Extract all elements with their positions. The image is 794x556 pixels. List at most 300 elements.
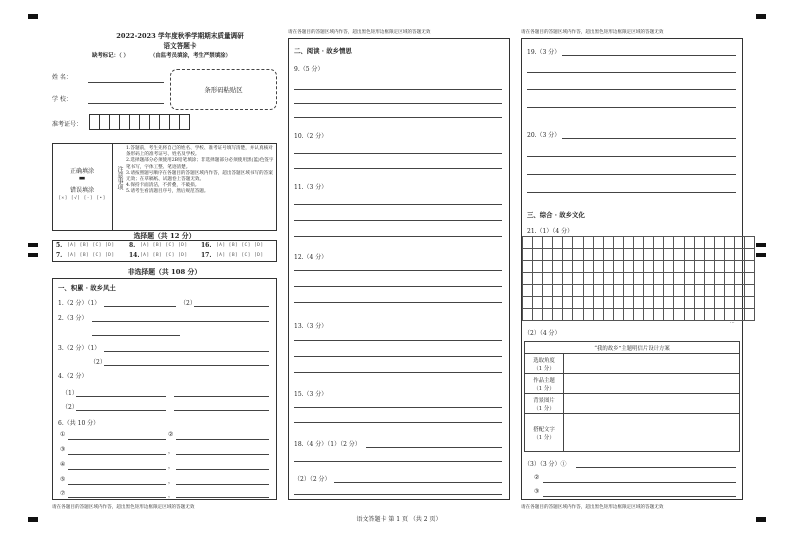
grid-cell[interactable] [573, 249, 583, 261]
grid-cell[interactable] [573, 285, 583, 297]
comma: ， [168, 478, 175, 485]
answer-line[interactable] [294, 89, 502, 90]
answer-bubbles[interactable]: [A] [B] [C] [D] [216, 253, 264, 258]
grid-cell[interactable] [644, 309, 654, 321]
grid-cell[interactable] [674, 237, 684, 249]
grid-cell[interactable] [654, 249, 664, 261]
q3-label: 3.（2 分）（1） [58, 345, 101, 352]
correct-fill-glyph: ▬ [78, 174, 86, 182]
grid-row [523, 285, 755, 297]
question-number: 16. [201, 242, 212, 249]
grid-cell[interactable] [533, 297, 543, 309]
writing-grid[interactable] [522, 236, 755, 321]
question-number: 14. [129, 252, 140, 259]
answer-line[interactable] [294, 461, 502, 462]
answer-bubbles[interactable]: [A] [B] [C] [D] [67, 253, 115, 258]
q4b-label: （2） [62, 404, 78, 411]
grid-cell[interactable] [563, 309, 573, 321]
q6-label: 6.（共 10 分） [58, 420, 100, 427]
q2-label: 2.（3 分） [58, 315, 88, 322]
grid-cell[interactable] [553, 261, 563, 273]
grid-cell[interactable] [634, 285, 644, 297]
grid-cell[interactable] [583, 285, 593, 297]
grid-cell[interactable] [603, 273, 613, 285]
blank-number: ④ [60, 461, 66, 468]
grid-cell[interactable] [573, 261, 583, 273]
q13-label: 13.（3 分） [294, 323, 328, 330]
grid-cell[interactable] [684, 273, 694, 285]
plan-row-input[interactable] [564, 354, 740, 374]
answer-line[interactable] [92, 321, 269, 322]
grid-cell[interactable] [704, 249, 714, 261]
answer-line[interactable] [176, 497, 269, 498]
answer-line[interactable] [294, 204, 502, 205]
grid-cell[interactable] [563, 261, 573, 273]
grid-cell[interactable] [603, 309, 613, 321]
card-subtitle: 语文答题卡 [163, 42, 197, 50]
grid-cell[interactable] [563, 273, 573, 285]
grid-cell[interactable] [623, 249, 633, 261]
id-label: 准考证号： [52, 121, 83, 128]
grid-cell[interactable] [664, 297, 674, 309]
grid-cell[interactable] [704, 273, 714, 285]
grid-cell[interactable] [583, 297, 593, 309]
answer-bubbles[interactable]: [A] [B] [C] [D] [140, 253, 188, 258]
answer-line[interactable] [294, 236, 502, 237]
grid-cell[interactable] [623, 273, 633, 285]
answer-line[interactable] [174, 396, 269, 397]
answer-line[interactable] [68, 469, 166, 470]
answer-line[interactable] [294, 302, 502, 303]
grid-cell[interactable] [674, 309, 684, 321]
answer-line[interactable] [527, 156, 736, 157]
grid-cell[interactable] [533, 273, 543, 285]
grid-cell[interactable] [613, 297, 623, 309]
grid-cell[interactable] [694, 273, 704, 285]
q12-label: 12.（4 分） [294, 254, 328, 261]
answer-line[interactable] [104, 306, 176, 307]
grid-cell[interactable] [704, 285, 714, 297]
choice-title: 选择题（共 12 分） [133, 232, 196, 240]
q21-label: 21.（1）（4 分） [527, 228, 574, 235]
grid-cell[interactable] [664, 237, 674, 249]
grid-cell[interactable] [704, 237, 714, 249]
correct-fill-label: 正确填涂 [69, 168, 94, 175]
grid-cell[interactable] [684, 285, 694, 297]
q4a-label: （1） [62, 390, 78, 397]
answer-line[interactable] [68, 484, 166, 485]
grid-cell[interactable] [745, 297, 755, 309]
grid-cell[interactable] [644, 237, 654, 249]
grid-cell[interactable] [613, 285, 623, 297]
grid-cell[interactable] [613, 261, 623, 273]
q20-label: 20.（3 分） [527, 132, 561, 139]
question-number: 7. [56, 252, 63, 259]
grid-cell[interactable] [583, 237, 593, 249]
grid-cell[interactable] [734, 273, 744, 285]
plan-row-label: 背景图片 （1 分） [525, 394, 564, 414]
answer-bubbles[interactable]: [A] [B] [C] [D] [67, 243, 115, 248]
name-label: 姓 名： [52, 74, 72, 81]
grid-cell[interactable] [674, 285, 684, 297]
answer-line[interactable] [176, 454, 269, 455]
name-field[interactable] [88, 82, 164, 83]
id-boxes[interactable] [89, 114, 190, 130]
answer-line[interactable] [294, 286, 502, 287]
blank-number: ① [60, 431, 66, 438]
grid-cell[interactable] [644, 285, 654, 297]
grid-cell[interactable] [654, 273, 664, 285]
grid-cell[interactable] [684, 309, 694, 321]
q1b-label: （2） [180, 300, 196, 307]
grid-cell[interactable] [724, 297, 734, 309]
plan-row-label: 搭配文字 （1 分） [525, 414, 564, 452]
notice-item: 4.保持卡面清洁，不折叠，不破损。 [126, 183, 200, 189]
grid-cell[interactable] [745, 273, 755, 285]
timing-mark [756, 243, 766, 247]
answer-line[interactable] [294, 356, 502, 357]
notice-item: 1.答题前，考生先将自己的姓名、学校、准考证号填写清楚，并认真核对条形码上的准考证号、姓名及学校。 [126, 146, 273, 158]
grid-cell[interactable] [714, 297, 724, 309]
grid-row [523, 249, 755, 261]
answer-line[interactable] [562, 138, 736, 139]
notice-heading: 注意事项 [116, 166, 123, 190]
answer-line[interactable] [68, 497, 166, 498]
grid-cell[interactable] [634, 237, 644, 249]
corner-mark [28, 14, 38, 19]
plan-row-label: 作品主题 （1 分） [525, 374, 564, 394]
answer-line[interactable] [294, 168, 502, 169]
answer-line[interactable] [294, 270, 502, 271]
grid-cell[interactable] [734, 249, 744, 261]
grid-cell[interactable] [694, 309, 704, 321]
grid-cell[interactable] [654, 237, 664, 249]
q21b-label: （2）（4 分） [524, 330, 561, 337]
answer-line[interactable] [543, 482, 736, 483]
answer-line[interactable] [543, 496, 736, 497]
answer-line[interactable] [294, 117, 502, 118]
grid-cell[interactable] [664, 285, 674, 297]
grid-cell[interactable] [734, 261, 744, 273]
barcode-label: 条形码粘贴区 [204, 86, 243, 94]
answer-line[interactable] [294, 422, 502, 423]
grid-cell[interactable] [613, 249, 623, 261]
grid-cell[interactable] [603, 249, 613, 261]
grid-cell[interactable] [714, 309, 724, 321]
blank-number: ⑦ [60, 490, 66, 497]
grid-cell[interactable] [573, 237, 583, 249]
answer-line[interactable] [527, 174, 736, 175]
grid-cell[interactable] [674, 273, 684, 285]
answer-line[interactable] [76, 410, 166, 411]
grid-cell[interactable] [543, 249, 553, 261]
answer-line[interactable] [527, 72, 736, 73]
grid-cell[interactable] [714, 273, 724, 285]
answer-line[interactable] [294, 340, 502, 341]
grid-cell[interactable] [623, 261, 633, 273]
answer-line[interactable] [68, 439, 166, 440]
grid-cell[interactable] [593, 297, 603, 309]
grid-cell[interactable] [644, 297, 654, 309]
grid-cell[interactable] [523, 273, 533, 285]
answer-line[interactable] [294, 103, 502, 104]
grid-cell[interactable] [533, 261, 543, 273]
grid-cell[interactable] [734, 237, 744, 249]
q4-label: 4.（2 分） [58, 373, 88, 380]
grid-cell[interactable] [714, 237, 724, 249]
answer-line[interactable] [176, 439, 269, 440]
grid-cell[interactable] [694, 237, 704, 249]
wrong-fill-glyphs: [×] [√] [-] [•] [58, 196, 106, 201]
corner-mark [756, 517, 766, 522]
grid-cell[interactable] [573, 309, 583, 321]
grid-cell[interactable] [684, 237, 694, 249]
notice-item: 5.请考生看清题目序号，然后规范答题。 [126, 189, 209, 195]
grid-cell[interactable] [543, 237, 553, 249]
grid-cell[interactable] [674, 261, 684, 273]
grid-cell[interactable] [684, 261, 694, 273]
grid-cell[interactable] [694, 261, 704, 273]
exam-title: 2022-2023 学年度秋季学期期末质量调研 [116, 32, 244, 40]
grid-cell[interactable] [543, 297, 553, 309]
plan-title: “我的故乡”主题明信片设计方案 [525, 342, 740, 354]
grid-cell[interactable] [573, 297, 583, 309]
section-one-title: 一、积累 · 故乡风土 [58, 284, 116, 292]
grid-cell[interactable] [543, 261, 553, 273]
grid-cell[interactable] [523, 309, 533, 321]
plan-row-input[interactable] [564, 414, 740, 452]
answer-line[interactable] [294, 407, 502, 408]
absence-mark-note: （由监考员填涂，考生严禁填涂） [150, 53, 231, 59]
top-warning: 请在各题目的答题区域内作答，超出黑色矩形边框限定区域的答题无效 [288, 30, 431, 35]
grid-cell[interactable] [674, 297, 684, 309]
q3c-label: ③ [534, 488, 540, 495]
grid-cell[interactable] [583, 261, 593, 273]
answer-line[interactable] [68, 454, 166, 455]
grid-cell[interactable] [634, 249, 644, 261]
answer-line[interactable] [176, 484, 269, 485]
grid-cell[interactable] [543, 309, 553, 321]
grid-cell[interactable] [603, 237, 613, 249]
grid-cell[interactable] [583, 309, 593, 321]
q19-label: 19.（3 分） [527, 49, 561, 56]
choice-row [56, 242, 274, 251]
grid-cell[interactable] [523, 249, 533, 261]
grid-cell[interactable] [714, 261, 724, 273]
grid-cell[interactable] [704, 261, 714, 273]
grid-cell[interactable] [613, 237, 623, 249]
answer-line[interactable] [334, 482, 502, 483]
grid-cell[interactable] [745, 237, 755, 249]
grid-cell[interactable] [603, 261, 613, 273]
answer-line[interactable] [576, 467, 736, 468]
corner-mark [756, 14, 766, 19]
grid-cell[interactable] [573, 273, 583, 285]
answer-line[interactable] [92, 335, 180, 336]
grid-cell[interactable] [583, 273, 593, 285]
grid-cell[interactable] [714, 249, 724, 261]
answer-line[interactable] [527, 89, 736, 90]
grid-row [523, 237, 755, 249]
grid-cell[interactable] [654, 285, 664, 297]
grid-cell[interactable] [593, 273, 603, 285]
nonchoice-answer-box [52, 278, 277, 500]
answer-line[interactable] [294, 153, 502, 154]
grid-cell[interactable] [603, 297, 613, 309]
grid-cell[interactable] [664, 249, 674, 261]
answer-line[interactable] [194, 306, 269, 307]
grid-cell[interactable] [634, 309, 644, 321]
answer-line[interactable] [366, 447, 502, 448]
grid-cell[interactable] [623, 285, 633, 297]
notice-item: 3.请按照题号顺序在各题目的答题区域内作答，超出答题区域书写的答案无效；在草稿纸、试题卷上答题无效。 [126, 170, 273, 182]
section-two-title: 二、阅读 · 故乡情思 [294, 47, 352, 55]
grid-cell[interactable] [704, 309, 714, 321]
grid-cell[interactable] [603, 285, 613, 297]
wrong-fill-label: 错误填涂 [69, 187, 94, 194]
grid-cell[interactable] [563, 237, 573, 249]
grid-cell[interactable] [563, 297, 573, 309]
grid-cell[interactable] [634, 261, 644, 273]
grid-cell[interactable] [533, 249, 543, 261]
grid-cell[interactable] [533, 285, 543, 297]
grid-cell[interactable] [593, 249, 603, 261]
grid-cell[interactable] [734, 297, 744, 309]
grid-cell[interactable] [613, 273, 623, 285]
grid-cell[interactable] [745, 261, 755, 273]
grid-cell[interactable] [644, 249, 654, 261]
grid-cell[interactable] [714, 285, 724, 297]
grid-cell[interactable] [724, 273, 734, 285]
grid-cell[interactable] [644, 261, 654, 273]
grid-cell[interactable] [644, 273, 654, 285]
grid-cell[interactable] [553, 285, 563, 297]
q1-label: 1.（2 分）（1） [58, 300, 101, 307]
grid-cell[interactable] [694, 297, 704, 309]
answer-bubbles[interactable]: [A] [B] [C] [D] [216, 243, 264, 248]
grid-cell[interactable] [664, 261, 674, 273]
grid-cell[interactable] [593, 309, 603, 321]
grid-cell[interactable] [533, 309, 543, 321]
grid-cell[interactable] [734, 285, 744, 297]
top-warning: 请在各题目的答题区域内作答，超出黑色矩形边框限定区域的答题无效 [521, 30, 664, 35]
question-number: 8. [129, 242, 136, 249]
grid-cell[interactable] [654, 261, 664, 273]
timing-mark [756, 253, 766, 257]
grid-cell[interactable] [553, 309, 563, 321]
timing-mark [28, 243, 38, 247]
corner-mark [28, 517, 38, 522]
grid-cell[interactable] [563, 249, 573, 261]
grid-cell[interactable] [674, 249, 684, 261]
grid-cell[interactable] [634, 297, 644, 309]
grid-cell[interactable] [613, 309, 623, 321]
answer-line[interactable] [176, 469, 269, 470]
q18b-label: （2）（2 分） [294, 476, 331, 483]
grid-cell[interactable] [523, 297, 533, 309]
grid-cell[interactable] [523, 237, 533, 249]
plan-row-label: 选取角度 （1 分） [525, 354, 564, 374]
grid-cell[interactable] [563, 285, 573, 297]
grid-cell[interactable] [724, 309, 734, 321]
grid-cell[interactable] [583, 249, 593, 261]
answer-line[interactable] [294, 372, 502, 373]
answer-line[interactable] [562, 55, 736, 56]
grid-cell[interactable] [664, 273, 674, 285]
id-digit-box[interactable] [179, 114, 190, 130]
grid-cell[interactable] [553, 297, 563, 309]
grid-cell[interactable] [694, 249, 704, 261]
answer-line[interactable] [104, 351, 269, 352]
grid-cell[interactable] [593, 261, 603, 273]
grid-cell[interactable] [553, 249, 563, 261]
answer-line[interactable] [294, 220, 502, 221]
bottom-warning: 请在各题目的答题区域内作答，超出黑色矩形边框限定区域的答题无效 [52, 505, 195, 510]
notice-item: 2.选择题部分必须使用2B铅笔填涂；非选择题部分必须使用黑(蓝)色签字笔书写，字体工整、笔迹清楚。 [126, 158, 274, 170]
grid-cell[interactable] [684, 297, 694, 309]
grid-cell[interactable] [523, 261, 533, 273]
grid-cell[interactable] [523, 285, 533, 297]
grid-cell[interactable] [553, 273, 563, 285]
grid-cell[interactable] [654, 309, 664, 321]
grid-row [523, 273, 755, 285]
grid-cell[interactable] [664, 309, 674, 321]
notice-list [126, 146, 274, 196]
plan-row-input[interactable] [564, 394, 740, 414]
answer-line[interactable] [294, 494, 502, 495]
answer-line[interactable] [527, 192, 736, 193]
grid-cell[interactable] [745, 309, 755, 321]
answer-line[interactable] [76, 396, 166, 397]
blank-number: ⑤ [60, 476, 66, 483]
grid-cell[interactable] [543, 285, 553, 297]
grid-cell[interactable] [593, 237, 603, 249]
grid-cell[interactable] [623, 237, 633, 249]
grid-end-mark: … [730, 320, 735, 325]
grid-cell[interactable] [724, 249, 734, 261]
grid-cell[interactable] [734, 309, 744, 321]
fill-example-divider [112, 143, 113, 231]
grid-cell[interactable] [684, 249, 694, 261]
grid-cell[interactable] [724, 237, 734, 249]
grid-cell[interactable] [553, 237, 563, 249]
school-label: 学 校： [52, 96, 72, 103]
answer-line[interactable] [527, 107, 736, 108]
grid-cell[interactable] [745, 285, 755, 297]
page-footer: 语文答题卡 第 1 页 （共 2 页） [356, 516, 442, 523]
grid-cell[interactable] [623, 309, 633, 321]
answer-line[interactable] [174, 410, 269, 411]
plan-row-input[interactable] [564, 374, 740, 394]
answer-bubbles[interactable]: [A] [B] [C] [D] [140, 243, 188, 248]
grid-cell[interactable] [593, 285, 603, 297]
grid-cell[interactable] [543, 273, 553, 285]
grid-cell[interactable] [745, 249, 755, 261]
absence-mark-label: 缺考标记：（ ） [92, 53, 129, 59]
grid-cell[interactable] [724, 261, 734, 273]
grid-cell[interactable] [634, 273, 644, 285]
grid-cell[interactable] [654, 297, 664, 309]
question-number: 17. [201, 252, 212, 259]
grid-cell[interactable] [724, 285, 734, 297]
grid-cell[interactable] [694, 285, 704, 297]
blank-number: ② [168, 431, 174, 438]
school-field[interactable] [88, 103, 164, 104]
answer-line[interactable] [104, 365, 269, 366]
grid-cell[interactable] [533, 237, 543, 249]
grid-cell[interactable] [623, 297, 633, 309]
grid-cell[interactable] [704, 297, 714, 309]
